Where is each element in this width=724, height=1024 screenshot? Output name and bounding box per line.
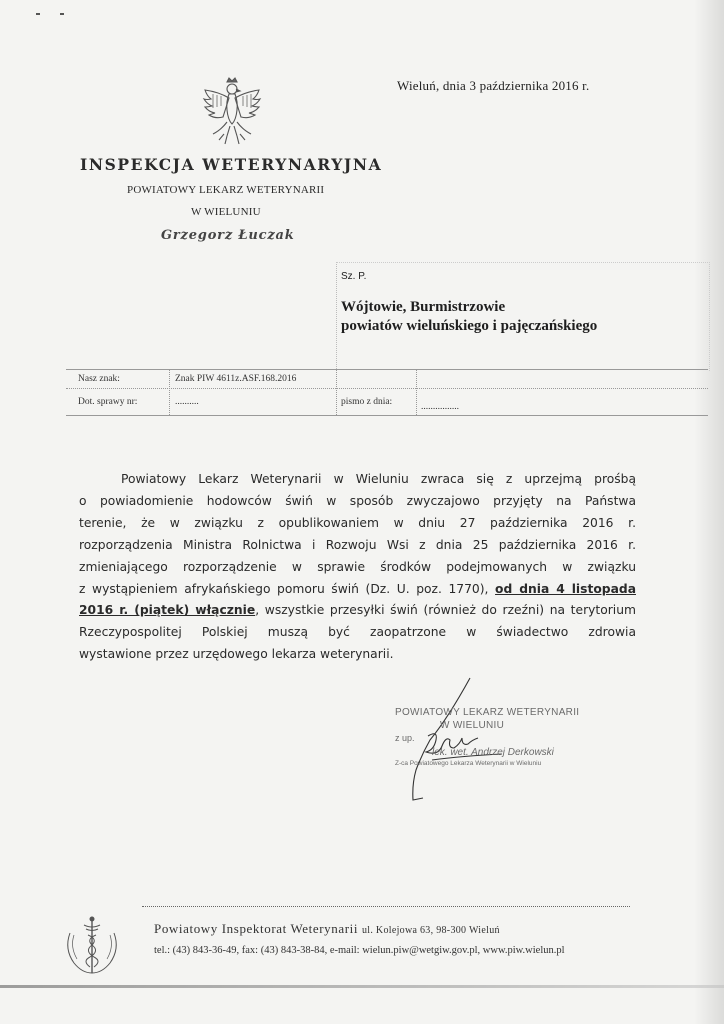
reference-table [66,369,708,416]
officer-title: POWIATOWY LEKARZ WETERYNARII [127,184,325,196]
letter-body [79,469,636,666]
polish-eagle-emblem-icon [199,76,265,148]
stamp-line-1: POWIATOWY LEKARZ WETERYNARII [395,707,580,718]
effective-date-highlight: 2016 r. (piątek) włącznie [79,603,256,618]
body-line: o powiadomienie hodowców świń w sposób zwyczajowo przyjęty na Państwa [79,493,636,508]
body-line: rozporządzenia Ministra Rolnictwa i Rozwoju Wsi z dnia 25 października 2016 r. [79,537,636,552]
letter-date-value: ................ [421,402,459,412]
body-line [79,579,636,601]
body-line [79,600,636,622]
case-number-label: Dot. sprawy nr: [78,397,138,407]
recipient-box [336,262,710,371]
stamp-line-5: Z-ca Powiatowego Lekarza Weterynarii w Wieluniu [395,760,542,767]
date-line: Wieluń, dnia 3 października 2016 r. [397,78,590,93]
body-line: wystawione przez urzędowego lekarza weterynarii. [79,647,394,662]
stamp-line-3: z up. [395,733,415,743]
our-sign-label: Nasz znak: [78,374,120,384]
stamp-line-4: lek. wet. Andrzej Derkowski [432,747,554,758]
officer-name: Grzegorz Łuczak [161,228,295,243]
scan-speck [36,13,40,15]
body-line: Powiatowy Lekarz Weterynarii w Wieluniu zwraca się z uprzejmą prośbą [121,472,636,486]
recipient-line-2: powiatów wieluńskiego i pajęczańskiego [341,318,598,334]
scan-speck [60,13,64,15]
footer-org-line [154,921,500,937]
stamp-line-2: W WIELUNIU [440,720,505,731]
officer-location: W WIELUNIU [191,206,261,218]
veterinary-caduceus-logo-icon [60,913,124,975]
body-line: Rzeczypospolitej Polskiej muszą być zaopatrzone w świadectwo zdrowia [79,625,636,640]
recipient-salutation: Sz. P. [341,271,367,282]
body-line: zmieniającego rozporządzenie w sprawie środków podejmowanych w związku [79,559,636,574]
footer-contacts: tel.: (43) 843-36-49, fax: (43) 843-38-84, e-mail: wielun.piw@wetgiw.gov.pl, www.piw.wielun.pl [154,945,565,956]
footer-org: Powiatowy Inspektorat Weterynarii [154,921,359,936]
effective-date-highlight: od dnia 4 listopada [495,581,636,596]
case-number-value: .......... [175,397,199,407]
our-sign-value: Znak PIW 4611z.ASF.168.2016 [175,374,297,384]
recipient-line-1: Wójtowie, Burmistrzowie [341,299,506,315]
footer-divider [142,906,630,907]
institution-title: INSPEKCJA WETERYNARYJNA [80,155,383,174]
scan-edge-shadow [694,0,724,1024]
scan-bottom-edge [0,985,724,988]
footer-address: ul. Kolejowa 63, 98-300 Wieluń [361,925,500,936]
letter-date-label: pismo z dnia: [341,397,393,407]
body-line: terenie, że w związku z opublikowaniem w dniu 27 października 2016 r. [79,515,636,530]
body-line-part: , wszystkie przesyłki świń (również do rzeźni) na terytorium [255,603,636,618]
body-line-part: z wystąpieniem afrykańskiego pomoru świń (Dz. U. poz. 1770), [79,581,496,596]
